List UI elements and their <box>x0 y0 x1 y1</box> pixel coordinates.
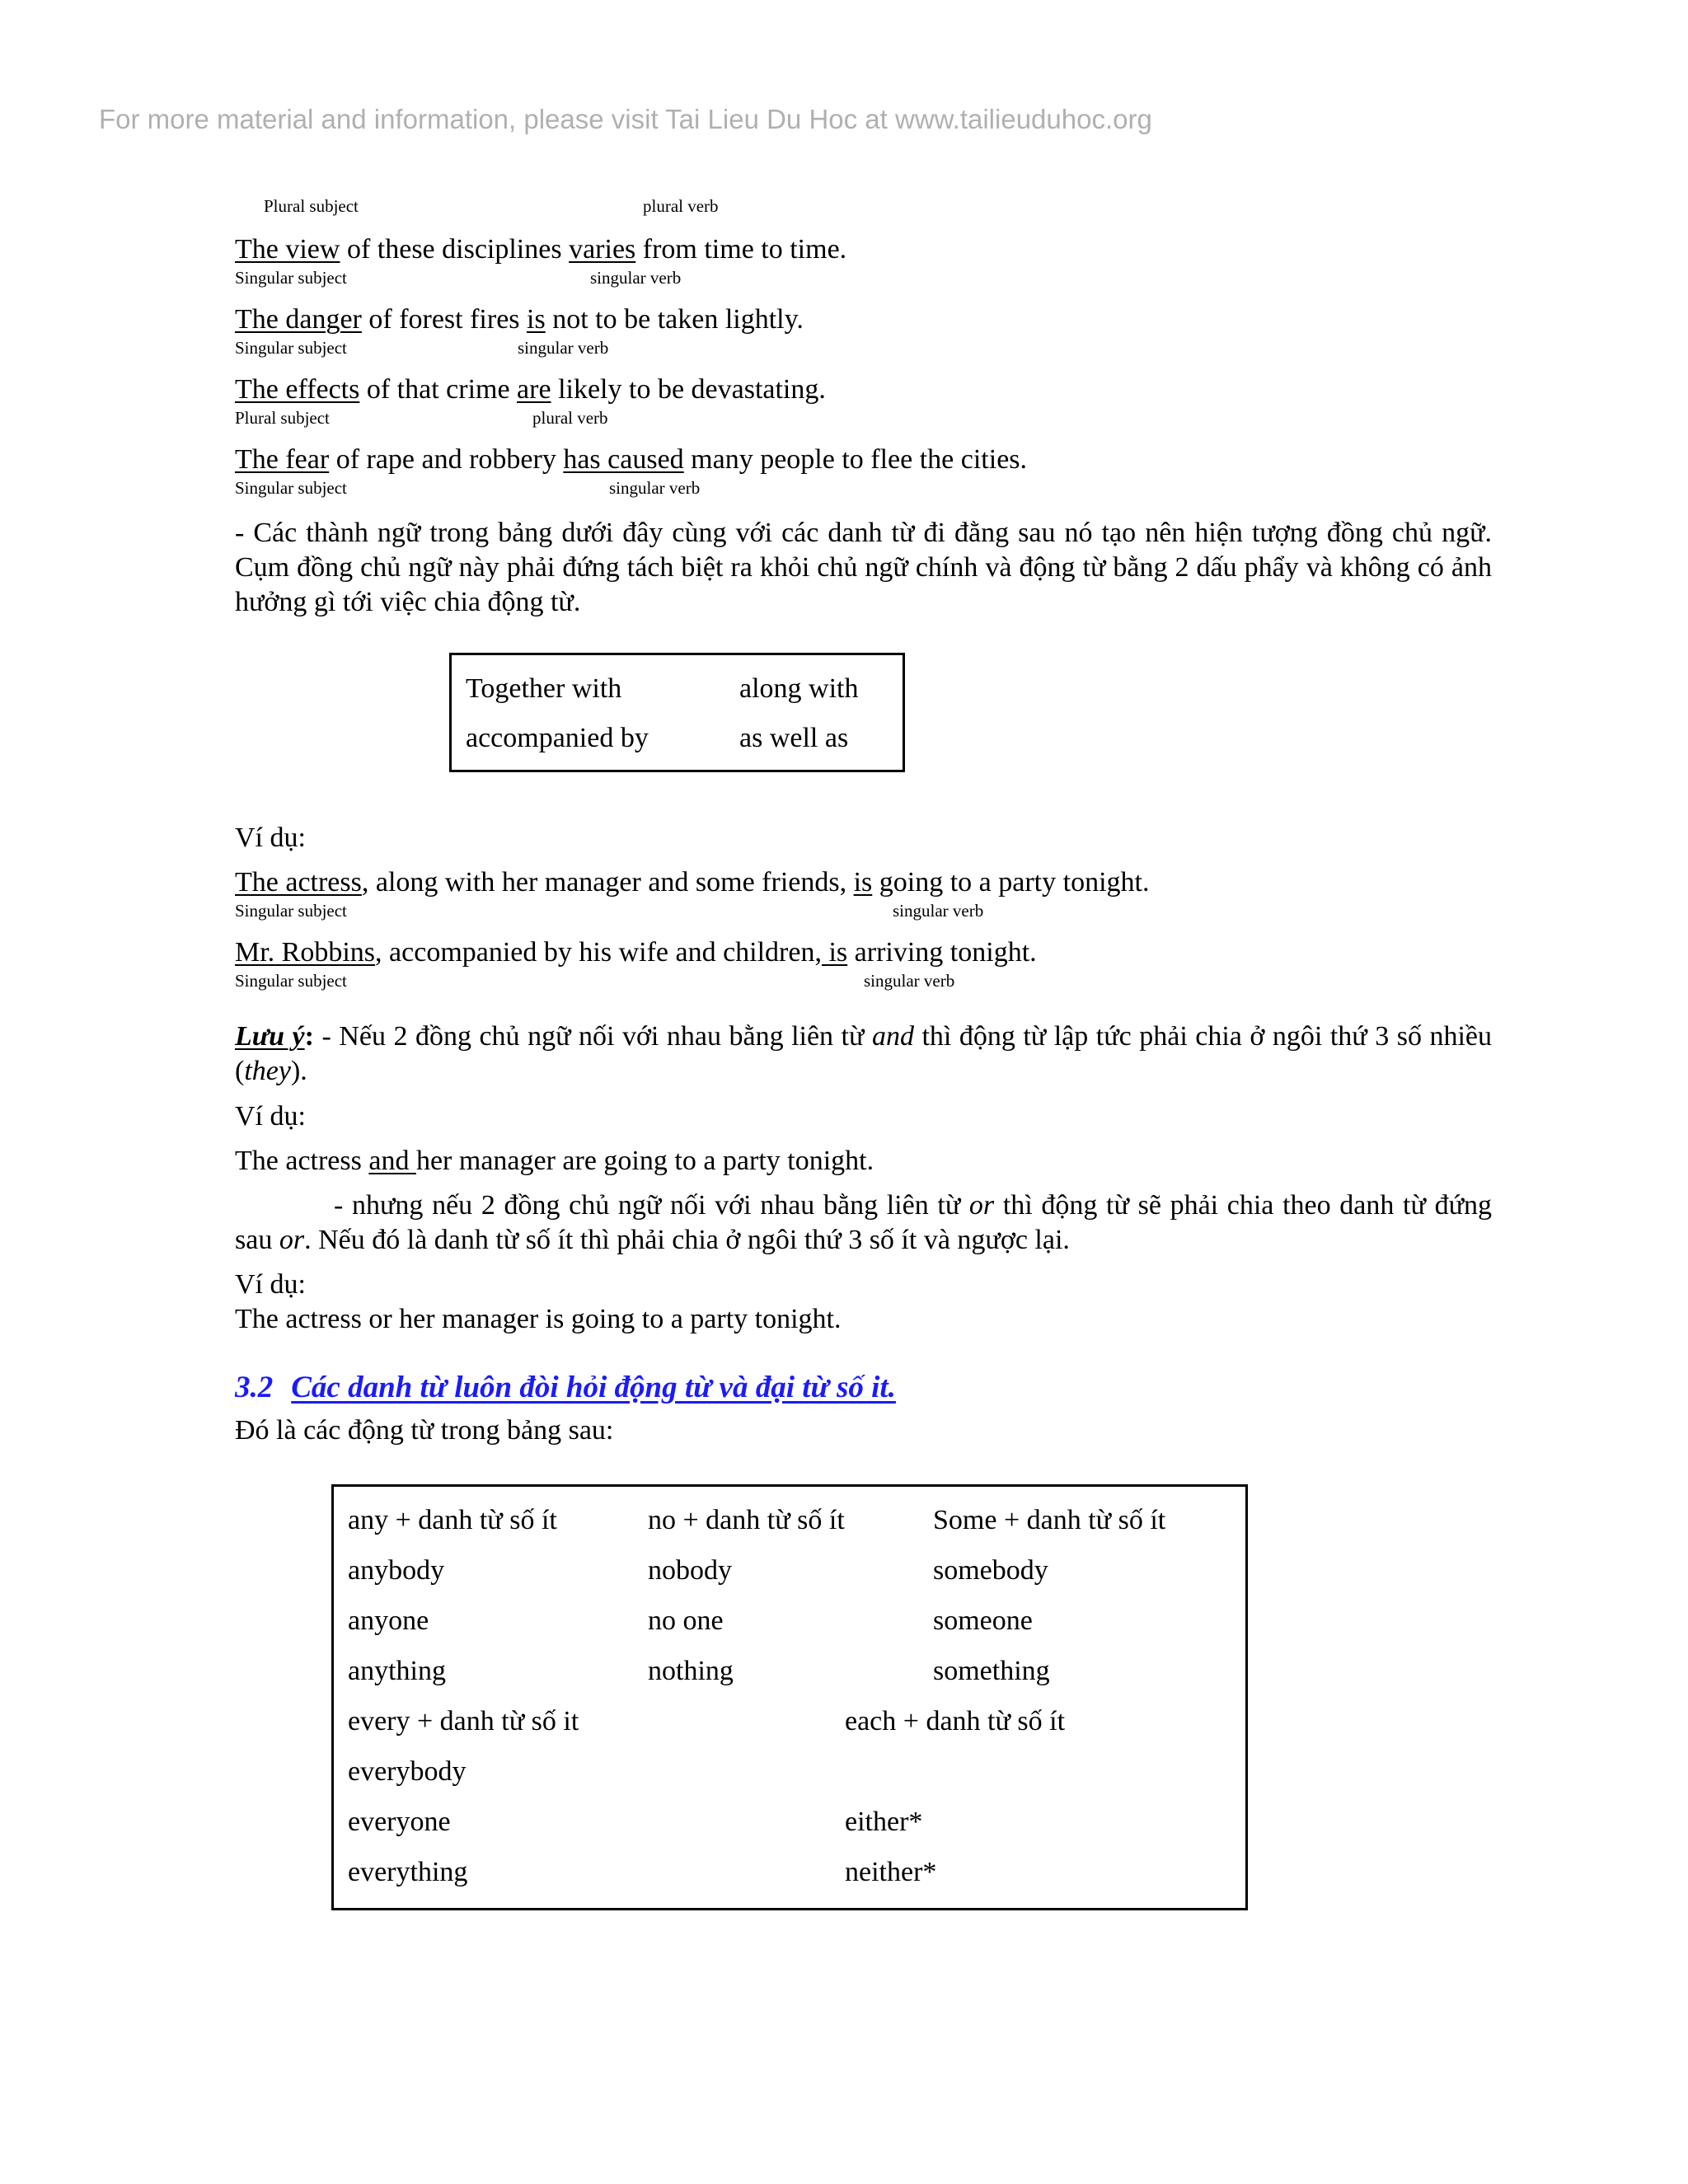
table-cell: nobody <box>648 1555 732 1586</box>
subject-text: The effects <box>235 374 360 405</box>
table-cell: each + danh từ số ít <box>845 1706 1066 1736</box>
example-sentence <box>235 444 1027 476</box>
sentence-text: from time to time. <box>635 234 847 265</box>
verb-text: is <box>853 867 873 898</box>
example-sentence <box>235 1146 874 1177</box>
note-text: ). <box>290 1056 307 1086</box>
sentence-text: , accompanied by his wife and children, <box>375 937 822 968</box>
subject-text: The fear <box>235 444 330 475</box>
subject-label: Plural subject <box>235 408 330 428</box>
section-intro: Đó là các động từ trong bảng sau: <box>235 1415 614 1446</box>
phrase-table <box>449 653 905 772</box>
table-cell: something <box>933 1656 1050 1686</box>
example-heading: Ví dụ: <box>235 1101 306 1132</box>
section-title: Các danh từ luôn đòi hỏi động từ và đại từ số it. <box>291 1371 896 1404</box>
table-cell: somebody <box>933 1555 1048 1586</box>
paragraph-text: . Nếu đó là danh từ số ít thì phải chia ở ngôi thứ 3 số ít và ngược lại. <box>304 1225 1070 1255</box>
sentence-text: of these disciplines <box>340 234 570 265</box>
sentence-text: arriving tonight. <box>847 937 1037 968</box>
sentence-text: many people to flee the cities. <box>683 444 1028 475</box>
example-sentence <box>235 234 846 265</box>
table-cell: Some + danh từ số ít <box>933 1505 1166 1535</box>
paragraph-keyword: or <box>279 1225 305 1255</box>
verb-text: has caused <box>563 444 684 475</box>
verb-text: varies <box>569 234 636 265</box>
verb-label: singular verb <box>893 901 984 921</box>
subject-label: Singular subject <box>235 338 347 358</box>
subject-text: Mr. Robbins <box>235 937 376 968</box>
explanation-paragraph: - Các thành ngữ trong bảng dưới đây cùng với các danh từ đi đằng sau nó tạo nên hiện tượng đồng chủ ngữ. Cụm đồng chủ ngữ này phải đứng tách biệt ra khỏi chủ ngữ chính và động từ bằng 2 dấu phẩy và không có ảnh hưởng gì tới việc chia động từ. <box>235 518 1492 617</box>
sentence-text: of forest fires <box>361 304 528 335</box>
verb-label: singular verb <box>518 338 609 358</box>
subject-label: Singular subject <box>235 971 347 991</box>
sentence-text: not to be taken lightly. <box>545 304 804 335</box>
table-cell: no one <box>648 1605 724 1636</box>
verb-label: singular verb <box>590 268 682 288</box>
phrase-cell: Together with <box>466 673 622 704</box>
sentence-text: of rape and robbery <box>329 444 564 475</box>
verb-text: is <box>527 304 546 335</box>
table-cell: everybody <box>348 1756 467 1787</box>
example-heading: Ví dụ: <box>235 823 306 853</box>
page-header-link-text: For more material and information, please visit Tai Lieu Du Hoc at www.tailieuduhoc.org <box>99 104 1152 134</box>
table-cell: neither* <box>845 1857 937 1887</box>
sentence-text: The actress <box>235 1146 369 1176</box>
example-sentence <box>235 304 804 335</box>
plural-verb-label: plural verb <box>643 196 719 216</box>
subject-label: Singular subject <box>235 478 347 498</box>
sentence-text: of that crime <box>359 374 518 405</box>
subject-text: The danger <box>235 304 362 335</box>
section-number: 3.2 <box>235 1371 274 1404</box>
note-paragraph <box>235 1019 1492 1089</box>
table-cell: someone <box>933 1605 1033 1636</box>
subject-label: Singular subject <box>235 901 347 921</box>
verb-label: singular verb <box>609 478 701 498</box>
example-sentence: The actress or her manager is going to a party tonight. <box>235 1304 842 1334</box>
table-cell: anything <box>348 1656 446 1686</box>
example-heading: Ví dụ: <box>235 1269 306 1300</box>
phrase-cell: along with <box>739 673 859 704</box>
note-label: Lưu ý <box>235 1021 305 1052</box>
verb-label: plural verb <box>532 408 608 428</box>
verb-label: singular verb <box>864 971 955 991</box>
note-keyword: and <box>871 1021 914 1052</box>
table-cell: nothing <box>648 1656 734 1686</box>
section-heading <box>235 1370 896 1405</box>
verb-text: is <box>821 937 848 968</box>
note-colon: : <box>304 1021 314 1052</box>
subject-text: The actress <box>235 867 362 898</box>
subject-label: Singular subject <box>235 268 347 288</box>
table-cell: anybody <box>348 1555 445 1586</box>
sentence-text: , along with her manager and some friends, <box>361 867 854 898</box>
note-keyword: they <box>244 1056 291 1086</box>
table-cell: either* <box>845 1807 923 1837</box>
note-text: thì động từ lập tức phải chia ở ngôi thứ 3 số nhiều ( <box>235 1021 1492 1086</box>
example-sentence <box>235 374 826 405</box>
table-cell: anyone <box>348 1605 429 1636</box>
conjunction-text: and <box>368 1146 416 1176</box>
sentence-text: her manager are going to a party tonight. <box>415 1146 874 1176</box>
table-cell: no + danh từ số ít <box>648 1505 845 1535</box>
paragraph-text: - nhưng nếu 2 đồng chủ ngữ nối với nhau bằng liên từ <box>334 1190 969 1221</box>
pronoun-table <box>331 1484 1248 1910</box>
phrase-cell: accompanied by <box>466 723 649 753</box>
subject-text: The view <box>235 234 340 265</box>
explanation-paragraph <box>235 1188 1492 1258</box>
table-cell: every + danh từ số it <box>348 1706 579 1736</box>
table-cell: everyone <box>348 1807 451 1837</box>
plural-subject-label: Plural subject <box>264 196 359 216</box>
sentence-text: going to a party tonight. <box>872 867 1150 898</box>
example-sentence <box>235 937 1037 968</box>
sentence-text: likely to be devastating. <box>551 374 826 405</box>
note-text: - Nếu 2 đồng chủ ngữ nối với nhau bằng liên từ <box>313 1021 872 1052</box>
verb-text: are <box>517 374 551 405</box>
paragraph-text: thì động từ sẽ phải chia theo danh từ đứng sau <box>235 1190 1492 1255</box>
example-sentence <box>235 867 1149 898</box>
table-cell: any + danh từ số ít <box>348 1505 557 1535</box>
phrase-cell: as well as <box>739 723 849 753</box>
table-cell: everything <box>348 1857 468 1887</box>
paragraph-keyword: or <box>968 1190 995 1221</box>
